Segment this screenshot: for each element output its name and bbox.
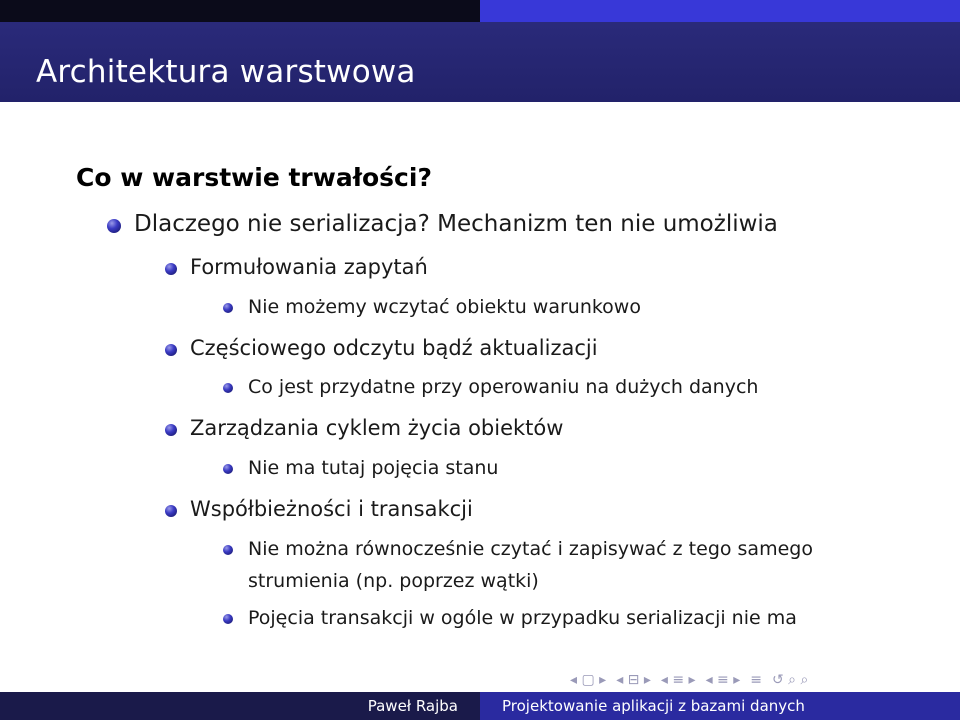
list-item: Dlaczego nie serializacja? Mechanizm ten nie umożliwia: [134, 211, 778, 237]
footer: [0, 692, 960, 720]
bullet-ball-icon: [223, 545, 233, 555]
bullet-ball-icon: [165, 505, 177, 517]
navigation-bar: [570, 668, 960, 692]
top-strip-right: [480, 0, 960, 22]
nav-toc-icon[interactable]: ≡: [750, 672, 762, 688]
nav-section-icon[interactable]: ◂ ≡ ▸: [660, 672, 696, 688]
bullet-ball-icon: [107, 219, 121, 233]
title-bar: [0, 22, 960, 102]
list-item: Nie można równocześnie czytać i zapisywać z tego samego: [248, 538, 813, 560]
bullet-ball-icon: [165, 263, 177, 275]
list-item: Częściowego odczytu bądź aktualizacji: [190, 336, 598, 360]
bullet-ball-icon: [165, 344, 177, 356]
nav-search-icon[interactable]: ↺ ⌕ ⌕: [771, 672, 809, 688]
top-strip-left: [0, 0, 480, 22]
bullet-ball-icon: [223, 303, 233, 313]
list-item: Co jest przydatne przy operowaniu na dużych danych: [248, 376, 759, 398]
list-item: Formułowania zapytań: [190, 255, 428, 279]
nav-part-icon[interactable]: ◂ ≡ ▸: [705, 672, 741, 688]
list-item: Nie możemy wczytać obiektu warunkowo: [248, 296, 641, 318]
top-strip: [0, 0, 960, 22]
slide-title: Architektura warstwowa: [36, 54, 416, 90]
list-item: Zarządzania cyklem życia obiektów: [190, 416, 564, 440]
list-item: Pojęcia transakcji w ogóle w przypadku serializacji nie ma: [248, 607, 797, 629]
bullet-ball-icon: [223, 614, 233, 624]
nav-frame-icon[interactable]: ◂ ▢ ▸: [570, 672, 607, 688]
slide-heading: Co w warstwie trwałości?: [76, 163, 432, 192]
list-item-continuation: strumienia (np. poprzez wątki): [248, 570, 539, 592]
list-item: Współbieżności i transakcji: [190, 497, 473, 521]
nav-subsection-icon[interactable]: ◂ ⊟ ▸: [616, 672, 651, 688]
bullet-ball-icon: [223, 464, 233, 474]
footer-author: Paweł Rajba: [0, 692, 480, 720]
bullet-ball-icon: [223, 383, 233, 393]
bullet-ball-icon: [165, 424, 177, 436]
list-item: Nie ma tutaj pojęcia stanu: [248, 457, 499, 479]
footer-course: Projektowanie aplikacji z bazami danych: [480, 692, 960, 720]
